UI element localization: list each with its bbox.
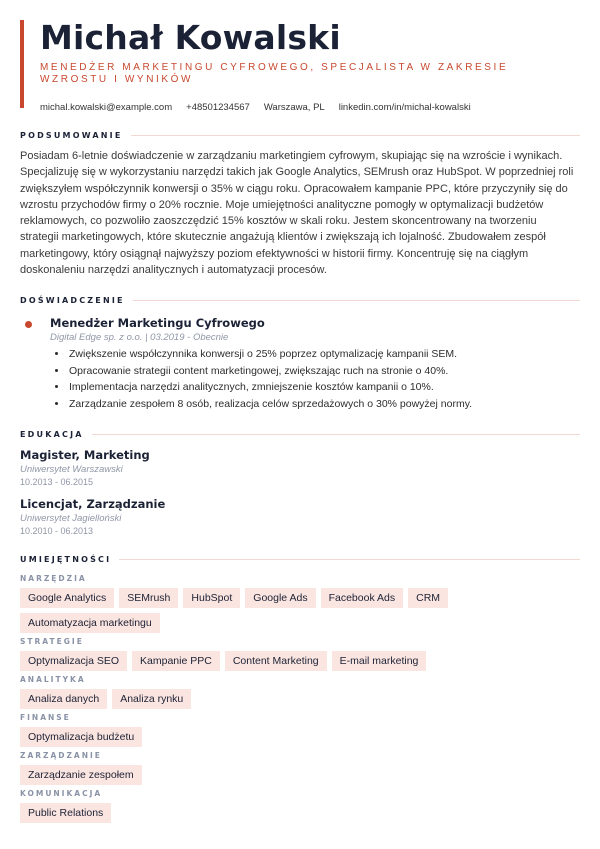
contact-info: [40, 102, 580, 113]
education-school: Uniwersytet Jagielloński: [20, 513, 122, 525]
education-degree: Magister, Marketing: [20, 448, 150, 463]
skill-chips: [20, 588, 580, 633]
skill-chip: SEMrush: [119, 588, 178, 608]
experience-bullets: [50, 346, 580, 412]
skill-group: [20, 573, 580, 633]
skill-group: [20, 674, 580, 709]
skill-chips: [20, 689, 580, 709]
skill-chip: Analiza rynku: [112, 689, 191, 709]
skills-groups: [20, 573, 580, 823]
experience-bullet: • Zarządzanie zespołem 8 osób, realizacja celów sprzedażowych o 30% powyżej normy.: [68, 396, 580, 413]
timeline-dot-icon: [25, 321, 32, 328]
skills-section: [20, 555, 580, 823]
skill-group: [20, 750, 580, 785]
skill-chip: HubSpot: [183, 588, 240, 608]
contact-email[interactable]: michal.kowalski@example.com: [40, 102, 173, 113]
skill-category: STRATEGIE: [20, 637, 84, 647]
skill-chip: Automatyzacja marketingu: [20, 613, 160, 633]
section-divider: [119, 559, 580, 560]
skill-group: [20, 636, 580, 671]
skill-chips: [20, 765, 580, 785]
experience-bullet: • Opracowanie strategii content marketingowej, zwiększając ruch na stronie o 40%.: [68, 363, 580, 380]
skill-chip: Google Analytics: [20, 588, 114, 608]
skill-group: [20, 788, 580, 823]
skill-chip: Public Relations: [20, 803, 111, 823]
experience-item: [20, 316, 580, 412]
job-title: MENEDŻER MARKETINGU CYFROWEGO, SPECJALISTA W ZAKRESIE WZROSTU I WYNIKÓW: [40, 62, 509, 85]
experience-role: Menedżer Marketingu Cyfrowego: [50, 316, 265, 331]
education-dates: 10.2013 - 06.2015: [20, 477, 94, 488]
skills-heading-row: [20, 555, 580, 564]
section-title-skills: UMIEJĘTNOŚCI: [20, 555, 112, 565]
skill-category: KOMUNIKACJA: [20, 789, 103, 799]
skill-chip: Kampanie PPC: [132, 651, 220, 671]
education-item: [20, 497, 580, 537]
contact-linkedin[interactable]: linkedin.com/in/michal-kowalski: [338, 102, 471, 113]
skill-chip: Google Ads: [245, 588, 315, 608]
summary-heading-row: [20, 131, 580, 140]
skill-chip: Facebook Ads: [321, 588, 404, 608]
section-title-experience: DOŚWIADCZENIE: [20, 296, 125, 306]
skill-chip: E-mail marketing: [332, 651, 427, 671]
experience-bullet: • Implementacja narzędzi analitycznych, zmniejszenie kosztów kampanii o 10%.: [68, 379, 580, 396]
skill-category: NARZĘDZIA: [20, 574, 87, 584]
skill-chip: Optymalizacja budżetu: [20, 727, 142, 747]
education-item: [20, 448, 580, 488]
summary-section: [20, 131, 580, 278]
experience-section: [20, 296, 580, 412]
person-name: Michał Kowalski: [40, 18, 341, 57]
education-section: [20, 430, 580, 537]
skill-chip: Content Marketing: [225, 651, 327, 671]
experience-bullet: • Zwiększenie współczynnika konwersji o 25% poprzez optymalizację kampanii SEM.: [68, 346, 580, 363]
skill-chips: [20, 727, 580, 747]
skill-chip: Analiza danych: [20, 689, 107, 709]
skill-category: ANALITYKA: [20, 675, 86, 685]
summary-text: Posiadam 6-letnie doświadczenie w zarządzaniu marketingiem cyfrowym, skupiając się na wzroście i wynikach. Specjalizuję się w wykorzystaniu narzędzi takich jak Google Analytics, SEMrush oraz HubSpot. W poprzedniej roli zwiększyłem współczynnik konwersji o 35% w ciągu roku. Opracowałem kampanie PPC, które przyczyniły się do wzrostu przychodów firmy o 20% rocznie. Moje umiejętności analityczne pomogły w optymalizacji budżetów reklamowych, co pozwoliło zaoszczędzić 15% kosztów w skali roku. Jestem skoncentrowany na tworzeniu strategii marketingowych, które skutecznie angażują klientów i zwiększają ich lojalność. Zbudowałem zespół marketingowy, który osiągnął najwyższy poziom efektywności w historii firmy. Koncentruję się na ciągłym doskonaleniu narzędzi analitycznych i automatyzacji procesów.: [20, 150, 574, 277]
education-dates: 10.2010 - 06.2013: [20, 526, 94, 537]
skill-chip: Optymalizacja SEO: [20, 651, 127, 671]
skill-chips: [20, 651, 580, 671]
experience-heading-row: [20, 296, 580, 305]
section-title-education: EDUKACJA: [20, 430, 84, 440]
education-heading-row: [20, 430, 580, 439]
section-divider: [92, 434, 580, 435]
section-divider: [133, 300, 580, 301]
skill-chips: [20, 803, 580, 823]
contact-location: Warszawa, PL: [263, 102, 325, 113]
accent-bar: [20, 20, 24, 108]
skill-category: ZARZĄDZANIE: [20, 751, 102, 761]
skill-chip: Zarządzanie zespołem: [20, 765, 142, 785]
section-divider: [131, 135, 580, 136]
skill-group: [20, 712, 580, 747]
section-title-summary: PODSUMOWANIE: [20, 131, 123, 140]
education-school: Uniwersytet Warszawski: [20, 464, 123, 476]
contact-phone[interactable]: +48501234567: [186, 102, 250, 113]
experience-company-dates: Digital Edge sp. z o.o. | 03.2019 - Obecnie: [50, 332, 229, 344]
resume-header: [20, 0, 580, 113]
skill-chip: CRM: [408, 588, 448, 608]
education-degree: Licencjat, Zarządzanie: [20, 497, 166, 512]
skill-category: FINANSE: [20, 713, 71, 723]
